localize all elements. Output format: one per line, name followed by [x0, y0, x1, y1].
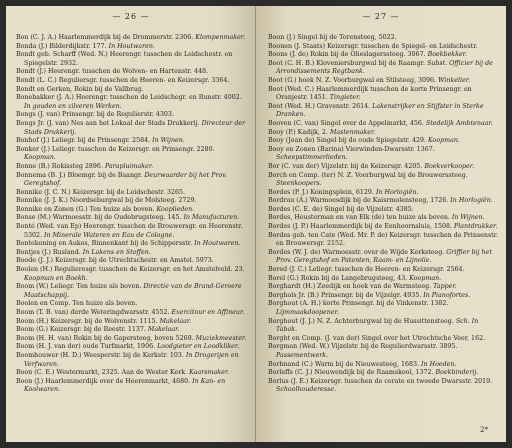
entry-text: Bonté (Wed. van Ep) Heerengr. tusschen de Brouwersgr. en Heerenstr. 5302. — [16, 223, 243, 239]
entry-text: Boomhouwer (H. D.) Weesperstr. bij de Kerkstr. 103. — [16, 351, 184, 359]
entry-occupation: Kooplieden. — [156, 205, 195, 213]
entry-text: Bongs Jr. (J. van) Nes aan het Lokaal der Stads Drukkerij. — [16, 119, 200, 127]
directory-entry — [16, 206, 248, 215]
entry-text: Boon (J.) Haarlemmerdijk over de Heerenmarkt, 4680. — [16, 377, 191, 385]
directory-entry — [16, 86, 248, 95]
directory-entry — [16, 249, 248, 258]
directory-entry — [16, 300, 248, 309]
entry-occupation: Klompenmaker. — [195, 34, 246, 41]
directory-entry — [16, 189, 248, 198]
directory-entry — [16, 120, 248, 137]
directory-entry — [16, 137, 248, 146]
entry-text: Booven (C. van) Singel over de Appelmarkt, 456. — [268, 119, 424, 127]
directory-entry — [268, 300, 498, 317]
entry-text: Borgman (Wed. W.) Vijzelstr. bij de Regulierdwarsstr. 3895. — [268, 343, 458, 351]
directory-entry — [268, 189, 498, 198]
directory-entry — [268, 103, 498, 120]
entry-text: Boom (H. J. van der) oude Turfmarkt, 1906. — [16, 343, 156, 351]
entry-occupation: In Lakens en Stoffen. — [82, 248, 151, 256]
entry-occupation: Directie van de Brand-Geroere Maatschappij. — [24, 283, 242, 299]
directory-entry — [268, 292, 498, 301]
directory-entry — [16, 223, 248, 240]
left-page — [6, 6, 256, 442]
directory-entry — [268, 232, 498, 249]
entry-occupation: Parapluimaker. — [104, 162, 154, 170]
directory-entry — [16, 240, 248, 249]
entry-text: Bonebakker (J. A.) Heerengr. tusschen de Leidschegr. en Runstr. 4002. — [16, 94, 242, 102]
directory-entry — [268, 343, 498, 360]
entry-text: Boot (Wed. H.) Gravenstr. 2614. — [268, 102, 371, 110]
directory-entry — [268, 361, 498, 370]
directory-entry — [268, 146, 498, 163]
entry-occupation: Boekbinderij. — [435, 369, 479, 377]
entry-occupation: Steenkoopers. — [276, 180, 322, 188]
entry-text: Boode (J. J.) Keizersgr. bij de Utrechtschestr. en Amstel. 5973. — [16, 257, 214, 265]
entry-occupation: Lakenstrijker en Stijfster in Sterke Dranken. — [276, 102, 484, 119]
entry-occupation: In Minerale Wateren en Eau de Cologne. — [44, 231, 175, 239]
directory-entry — [268, 43, 498, 52]
entry-occupation: Griffier bij het Prov. Geregtshof en Patenten, Raam- en Lijnolie. — [276, 248, 492, 265]
directory-entry — [268, 266, 498, 275]
right-page — [256, 6, 506, 442]
entry-text: Bordrau (A.) Warmoesdijk bij de Kaisrmolensteeg, 1726. — [268, 197, 449, 205]
entry-text: Boot (Wed. C.) Haarlemmerdijk tusschen de korte Prinsengr. en Oranjestr. 1451. — [268, 85, 472, 102]
directory-entry — [268, 51, 498, 60]
directory-entry — [16, 51, 248, 68]
entry-text: Bonhof (J.) Leliegr. bij de Prinsengr. 2584. — [16, 137, 151, 145]
directory-entry — [268, 249, 498, 266]
entry-occupation: Koopman. — [428, 137, 460, 145]
entry-text: Bonse (M.) Warmoesstr. bij de Oudebrugsteeg. 145. — [16, 214, 182, 222]
entry-occupation: In Horlogiën. — [450, 197, 493, 205]
entry-text: Bonne (B.) Rokissteg 2896. — [16, 162, 103, 170]
entry-occupation: Plantdrukker. — [454, 223, 498, 231]
directory-entry — [268, 369, 498, 378]
directory-entry — [16, 283, 248, 300]
directory-entry — [16, 214, 248, 223]
directory-entry — [16, 318, 248, 327]
signature-mark: 2* — [480, 426, 488, 434]
directory-entry — [268, 172, 498, 189]
entry-occupation: Makelaar. — [159, 317, 192, 325]
entry-text: Borght en Comp. (J. van der) Singel over het Utrechtsche Veer, 162. — [268, 334, 486, 342]
entry-text: Boom (H.) Keizersgr. bij de Wolvenstr. 1115. — [16, 317, 158, 325]
entry-text: Bordes (P. J.) Koningsplein, 6129. — [268, 188, 374, 196]
entry-text: Booy (P.) Kadijk, 2. — [268, 128, 328, 136]
directory-entry — [268, 335, 498, 344]
entry-occupation: In Wijnen. — [451, 214, 485, 222]
entry-text: Boot (G.) hoek N. Z. Voorburgwal en Stilsteeg, 3096. — [268, 76, 437, 84]
entry-occupation: In Pianofortes. — [423, 291, 471, 299]
entry-text: Bon (C. J. A.) Haarlemmerdijk bij de Drommerstr. 2306. — [16, 34, 194, 41]
entry-text: Bongs (J. van) Prinsengr. bij de Regulierstr. 4303. — [16, 111, 174, 119]
entry-occupation: Exercitour en Affineur. — [171, 309, 245, 316]
directory-entry — [16, 111, 248, 120]
directory-entry — [16, 94, 248, 111]
entry-text: Bor (C. van der) Vijzelstr. bij de Keizersgr. 4205. — [268, 162, 423, 170]
entry-text: Bonda (J.) Bilderdijkstr. 177. — [16, 42, 107, 50]
entry-occupation: Deurwaarder bij het Prov. Geregtshof. — [24, 171, 228, 188]
entry-occupation: Lijmmaakdoopener. — [276, 309, 339, 316]
page-number-left: — 26 — — [112, 12, 150, 21]
entry-text: Borghout (J. J.) N. Z. Achterburgwal bij de Hussittensteeg. — [268, 317, 454, 325]
open-book — [6, 6, 506, 442]
directory-entry — [268, 378, 498, 395]
entry-text: Bonnike (J. J. K.) Noordseburgwal bij de Molsteeg. 2729. — [16, 197, 197, 205]
entry-text: Bordes (C. E. de) Singel bij de Vijzelstr. 4385. — [268, 205, 414, 213]
entry-occupation: In Hoeden. — [421, 360, 457, 368]
entry-text: Booy en Zonen (Barina) Vierwinden-Dwarsstr. 1367. — [268, 145, 435, 153]
entry-occupation: Directeur der Stads Drukkerij. — [24, 119, 246, 136]
entry-text: Bordes, Heusterman en van Elk (de) ten huize als boven. — [268, 214, 450, 222]
entry-text: Boom (G.) Keizersgr. bij de Reestr. 1137. — [16, 326, 146, 334]
entry-occupation: Boekbekker. — [427, 51, 467, 59]
entry-occupation: Muziekmeester. — [195, 334, 247, 342]
entry-text: Borhnand (C.) Warm bij de Nieuwesteeg, 1683. — [268, 360, 420, 368]
directory-entry — [16, 77, 248, 86]
entry-text: Borch en Comp. (ter) N. Z. Voorburgwal bij de Brouwerssteeg. — [268, 171, 468, 179]
directory-entry — [268, 206, 498, 215]
directory-entry — [16, 163, 248, 172]
entry-text: Boom (H. H. van) Rokin bij de Gapersteeg, boven 5269. — [16, 334, 194, 342]
entry-occupation: Stedelijk Ambtenaar. — [425, 119, 493, 127]
entry-text: Bontekoning en Aukes, Binnenkant bij de Schippersstr. — [16, 240, 193, 248]
entry-text: Borel (G.) Rokin bij de Langebrugsteeg, 43. — [268, 274, 408, 282]
directory-entry — [268, 163, 498, 172]
entry-occupation: In Drogerijen en Verfwaren. — [24, 351, 239, 368]
entry-occupation: Loodgieter en Loodkliker. — [157, 343, 240, 351]
directory-entry — [16, 43, 248, 52]
entry-text: Bondt (L. C.) Reguliersgr. tusschen de Heeren- en Keizersgr. 3364. — [16, 76, 230, 84]
directory-entry — [268, 223, 498, 232]
entry-occupation: Passementwerk. — [276, 351, 329, 359]
entry-text: Bordes (J. P.) Haarlemmerdijk bij de Eenhoornsluis, 1508. — [268, 223, 452, 231]
entry-text: Bonnike (J. C. N.) Keizersgr. bij de Leidschestr. 3265. — [16, 188, 186, 196]
directory-entry — [268, 275, 498, 284]
entry-occupation: Tingieter. — [329, 94, 361, 102]
entry-text: Bonnike en Zonen (G.) Ten huize als boven. — [16, 205, 155, 213]
directory-entry — [268, 283, 498, 292]
entry-text: Bondt en Gerken, Rokin bij de Vallbrug. — [16, 85, 144, 93]
entry-occupation: Tapper. — [433, 283, 457, 291]
entry-occupation: In Wijnen. — [152, 137, 185, 145]
directory-entry — [16, 172, 248, 189]
entry-text: Bondt (J.) Heerengr. tusschen de Wolven- en Hartenstr. 448. — [16, 68, 209, 76]
directory-entry — [16, 335, 248, 344]
directory-entry — [16, 369, 248, 378]
entry-text: Boom (W.) Leliegr. Ten huize als boven. — [16, 283, 142, 291]
entry-text: Bordes geb. ten Cate (Wed. Mr. P. de) Keizersgr. tusschen de Prinsenstr. en Brouwersgr. 2152. — [268, 231, 498, 248]
directory-entry — [16, 197, 248, 206]
entry-text: Boonen (J. Staats) Keizersgr. tusschen de Spiegel- en Leidschestr. — [268, 42, 478, 50]
directory-entry — [268, 137, 498, 146]
directory-entry — [268, 197, 498, 206]
directory-entry — [16, 326, 248, 335]
entry-text: Boon (J.) Singel bij de Torensteeg, 5022. — [268, 34, 397, 41]
entry-occupation: Koopman. — [24, 154, 56, 162]
directory-entry — [268, 214, 498, 223]
entry-occupation: In Houtwaren. — [108, 42, 155, 50]
entry-occupation: In Houtwaren. — [194, 240, 241, 248]
directory-list-right — [268, 34, 498, 395]
entry-text: Bored (J. C.) Leliegr. tusschen de Heeren- en Keizersgr. 2564. — [268, 266, 465, 274]
entry-occupation: Koopman en Boekh. — [24, 274, 88, 282]
entry-text: Boon (C. E.) Westermarkt, 2325. Aan de Wester Kerk. — [16, 369, 188, 377]
directory-entry — [268, 86, 498, 103]
entry-text: Borghout (A. H.) korte Prinsengr. bij de Vinkenstr. 1382. — [268, 300, 449, 308]
directory-entry — [268, 60, 498, 77]
directory-entry — [16, 378, 248, 395]
directory-entry — [268, 120, 498, 129]
directory-entry — [16, 343, 248, 352]
entry-occupation: Schoolhouderesse. — [276, 386, 337, 394]
directory-entry — [16, 266, 248, 283]
entry-occupation: In Horlogiën. — [375, 188, 419, 196]
entry-text: Bordes (W. J. de) Warmoesstr. over de Wijde Kerksteeg. — [268, 248, 445, 256]
entry-text: Bonker (J.) Leliegr. tusschen de Keizersgr. en Prinsengr. 2280. — [16, 145, 215, 153]
entry-text: Borghols Jr. (B.) Prinsengr. bij de Vijzelgr. 4935. — [268, 291, 422, 299]
directory-list-left — [16, 34, 248, 395]
directory-entry — [268, 77, 498, 86]
entry-text: Bontjes (J.) Rusland. — [16, 248, 81, 256]
entry-occupation: Sch. In Tabak. — [276, 317, 479, 334]
entry-text: Boom (T. B. van) derde Weteringdwarsstr. 4552. — [16, 309, 170, 316]
entry-text: Boolen en Comp. Ten huize als boven. — [16, 300, 138, 308]
entry-occupation: Scheepstimmerlieden. — [276, 154, 348, 162]
directory-entry — [16, 34, 248, 43]
entry-text: Bonnema (B. J.) Bloemgr. bij de Baangr. — [16, 171, 143, 179]
entry-text: Borleffs (C. J.) Nieuwendijk bij de Raamskool, 1372. — [268, 369, 434, 377]
directory-entry — [268, 129, 498, 138]
entry-occupation: In Manufacturen. — [183, 214, 240, 222]
directory-entry — [268, 318, 498, 335]
entry-text: Borghardt (H.) Zeedijk en hoek van de Warmsteeg. — [268, 283, 432, 291]
entry-text: Boons (J. de) Rokin bij de Olieslagerssteeg. 3067. — [268, 51, 426, 59]
entry-occupation: Subst. Officier bij de Arrondissements Regtbank. — [276, 59, 493, 76]
page-number-right: — 27 — — [362, 12, 400, 21]
entry-occupation: Winkelier. — [438, 76, 471, 84]
entry-occupation: Koopman. — [409, 274, 442, 282]
entry-occupation: In Kan- en Koolwaren. — [24, 377, 226, 394]
directory-entry — [16, 352, 248, 369]
directory-entry — [268, 34, 498, 43]
entry-text: Bondt geb. Scharff (Wed. N.) Heerengr. tusschen de Leidschestr. en Spiegelstr. 2932. — [16, 51, 233, 67]
entry-text: Booy (Jean de) Singel bij de oude Spiegelstr. 429. — [268, 137, 426, 145]
directory-entry — [16, 309, 248, 318]
directory-entry — [16, 257, 248, 266]
entry-occupation: Makelaar. — [147, 326, 180, 334]
entry-text: Boot (C. H. B.) Kloveniersburgwal bij de Raamgr. — [268, 59, 425, 67]
entry-occupation: Kaarsmaker. — [189, 369, 230, 377]
entry-occupation: Boekverkooper. — [424, 162, 475, 170]
entry-text: Borlus (J. E.) Keizersgr. tusschen de cerate en tweede Dwarsstr. 2019. — [268, 377, 493, 385]
directory-entry — [16, 68, 248, 77]
entry-occupation: In gouden en zilveren Werken. — [24, 102, 122, 110]
directory-entry — [16, 146, 248, 163]
entry-occupation: Mastenmaker. — [329, 128, 376, 136]
entry-text: Boolen (H.) Regulieresgr. tusschen de Keizersgr. en het Amstelveld. 23. — [16, 266, 245, 274]
